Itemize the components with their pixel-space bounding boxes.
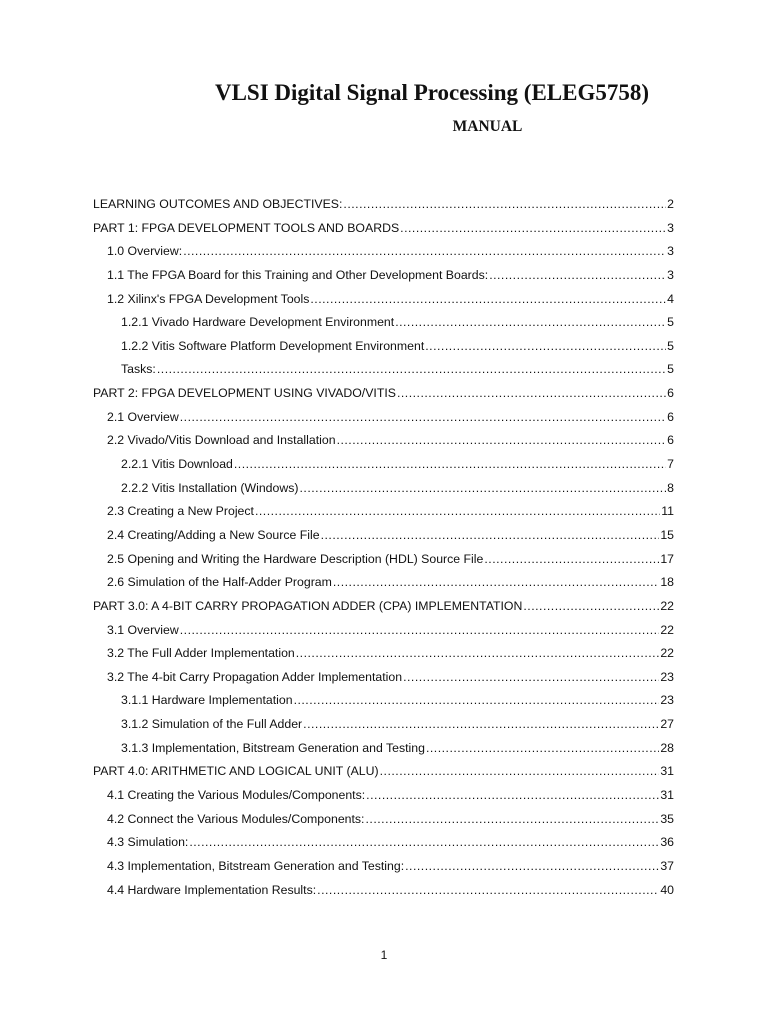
toc-entry-page: 22 [660,622,674,637]
toc-entry[interactable] [93,623,674,647]
toc-entry[interactable] [93,670,674,694]
toc-entry[interactable] [93,315,674,339]
toc-dot-leader [425,339,666,353]
toc-entry[interactable] [93,646,674,670]
toc-dot-leader [380,764,660,778]
toc-entry-title: 3.1 Overview [107,622,179,637]
toc-entry-page: 4 [667,291,674,306]
toc-entry-page: 6 [667,386,674,401]
toc-entry[interactable] [93,528,674,552]
toc-dot-leader [310,292,666,306]
toc-entry-title: 2.5 Opening and Writing the Hardware Description (HDL) Source File [107,551,484,566]
toc-entry-page: 6 [667,409,674,424]
toc-entry[interactable] [93,552,674,576]
toc-entry-title: 1.2.2 Vitis Software Platform Development Environment [121,338,425,353]
toc-entry[interactable] [93,883,674,907]
toc-entry-page: 23 [660,669,674,684]
toc-entry[interactable] [93,599,674,623]
toc-entry[interactable] [93,362,674,386]
toc-entry[interactable] [93,339,674,363]
toc-entry-title: 1.2.1 Vivado Hardware Development Environment [121,315,395,330]
toc-entry-page: 22 [660,598,674,613]
toc-entry[interactable] [93,292,674,316]
table-of-contents [93,197,674,906]
toc-entry-title: 2.2 Vivado/Vitis Download and Installation [107,433,336,448]
toc-entry-title: 3.1.3 Implementation, Bitstream Generation and Testing [121,740,425,755]
toc-entry-title: 1.2 Xilinx's FPGA Development Tools [107,291,310,306]
toc-entry[interactable] [93,268,674,292]
toc-entry[interactable] [93,410,674,434]
toc-entry[interactable] [93,221,674,245]
toc-entry-title: LEARNING OUTCOMES AND OBJECTIVES: [93,197,343,211]
toc-dot-leader [321,528,660,542]
toc-dot-leader [366,788,659,802]
toc-entry-page: 23 [660,693,674,708]
toc-dot-leader [189,835,659,849]
toc-dot-leader [426,741,659,755]
toc-entry[interactable] [93,859,674,883]
toc-entry-page: 8 [667,480,674,495]
toc-entry[interactable] [93,457,674,481]
toc-dot-leader [255,504,660,518]
toc-entry[interactable] [93,835,674,859]
toc-dot-leader [395,315,666,329]
document-title: VLSI Digital Signal Processing (ELEG5758) [214,80,650,105]
toc-entry-page: 3 [667,267,674,282]
toc-entry-page: 5 [667,362,674,377]
toc-entry-page: 18 [660,575,674,590]
toc-entry-page: 27 [660,717,674,732]
page-number: 1 [380,948,388,962]
toc-entry-title: 4.3 Simulation: [107,835,189,850]
toc-entry-title: 1.1 The FPGA Board for this Training and Other Development Boards: [107,267,489,282]
toc-dot-leader [337,433,667,447]
toc-entry-title: 2.6 Simulation of the Half-Adder Program [107,575,332,590]
toc-entry[interactable] [93,764,674,788]
toc-entry-page: 35 [660,811,674,826]
toc-entry-page: 22 [660,646,674,661]
toc-dot-leader [296,646,660,660]
toc-entry-page: 5 [667,315,674,330]
toc-dot-leader [523,599,659,613]
toc-entry-title: PART 3.0: A 4-BIT CARRY PROPAGATION ADDER (CPA) IMPLEMENTATION [93,598,523,613]
toc-entry-title: 1.0 Overview: [107,244,183,259]
toc-entry-title: 2.1 Overview [107,409,179,424]
toc-entry-title: 2.4 Creating/Adding a New Source File [107,527,320,542]
toc-entry-title: PART 1: FPGA DEVELOPMENT TOOLS AND BOARDS [93,220,400,235]
toc-entry-page: 31 [660,788,674,803]
toc-dot-leader [317,883,659,897]
toc-entry-page: 15 [660,527,674,542]
toc-entry-title: Tasks: [121,362,156,377]
toc-entry[interactable] [93,481,674,505]
toc-entry-page: 40 [660,882,674,897]
toc-entry[interactable] [93,575,674,599]
toc-entry-title: 3.2 The 4-bit Carry Propagation Adder Implementation [107,669,403,684]
toc-entry-page: 36 [660,835,674,850]
toc-entry-title: PART 4.0: ARITHMETIC AND LOGICAL UNIT (ALU) [93,764,379,779]
toc-dot-leader [157,362,666,376]
toc-dot-leader [403,670,659,684]
toc-dot-leader [343,197,666,211]
toc-entry[interactable] [93,717,674,741]
toc-dot-leader [333,575,659,589]
toc-entry[interactable] [93,197,674,221]
toc-entry-title: 4.3 Implementation, Bitstream Generation and Testing: [107,858,405,873]
toc-dot-leader [397,386,666,400]
toc-entry[interactable] [93,741,674,765]
toc-entry-title: 2.3 Creating a New Project [107,504,254,519]
toc-entry-page: 3 [667,220,674,235]
toc-entry[interactable] [93,244,674,268]
toc-entry-title: 3.1.2 Simulation of the Full Adder [121,717,303,732]
toc-entry-page: 5 [667,338,674,353]
toc-entry[interactable] [93,788,674,812]
toc-entry-page: 28 [660,740,674,755]
toc-entry-page: 6 [667,433,674,448]
toc-dot-leader [484,552,659,566]
toc-dot-leader [405,859,659,873]
toc-dot-leader [400,221,666,235]
toc-entry-page: 17 [660,551,674,566]
toc-dot-leader [180,410,666,424]
toc-dot-leader [180,623,660,637]
toc-entry-title: PART 2: FPGA DEVELOPMENT USING VIVADO/VITIS [93,386,396,401]
toc-entry-title: 4.1 Creating the Various Modules/Components: [107,788,366,803]
toc-dot-leader [365,812,659,826]
toc-dot-leader [303,717,659,731]
document-subtitle: MANUAL [452,118,523,135]
toc-entry-page: 2 [667,197,674,211]
toc-dot-leader [234,457,666,471]
toc-entry-title: 3.2 The Full Adder Implementation [107,646,295,661]
toc-dot-leader [299,481,666,495]
toc-dot-leader [489,268,666,282]
toc-entry-page: 7 [667,457,674,472]
toc-dot-leader [183,244,666,258]
toc-entry[interactable] [93,812,674,836]
toc-entry-title: 2.2.2 Vitis Installation (Windows) [121,480,299,495]
toc-entry-page: 11 [661,504,674,519]
toc-entry[interactable] [93,693,674,717]
toc-dot-leader [294,693,660,707]
toc-entry[interactable] [93,433,674,457]
toc-entry-title: 2.2.1 Vitis Download [121,457,233,472]
toc-entry-title: 3.1.1 Hardware Implementation [121,693,293,708]
toc-entry-page: 31 [660,764,674,779]
toc-entry-page: 37 [660,858,674,873]
toc-entry[interactable] [93,386,674,410]
toc-entry-title: 4.4 Hardware Implementation Results: [107,882,317,897]
toc-entry[interactable] [93,504,674,528]
toc-entry-page: 3 [667,244,674,259]
toc-entry-title: 4.2 Connect the Various Modules/Components: [107,811,365,826]
